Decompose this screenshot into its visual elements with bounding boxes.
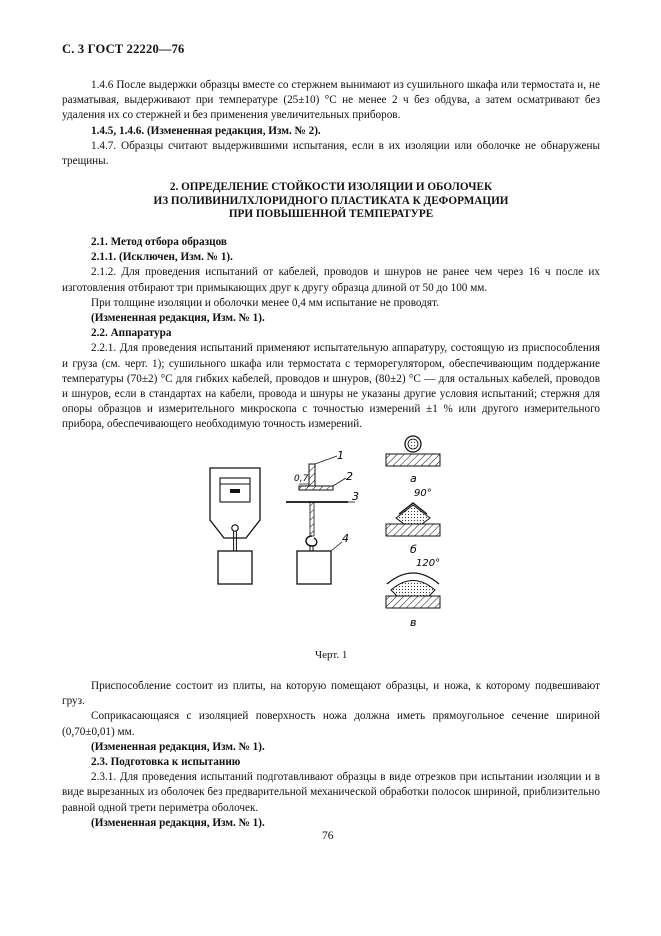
revision-note: (Измененная редакция, Изм. № 1).	[91, 816, 265, 829]
variant-c-drawing	[386, 558, 440, 629]
angle-c-label: 120°	[416, 558, 441, 569]
subsection-2-2-title: 2.2. Аппаратура	[91, 327, 172, 340]
dimension-label: 0,7	[294, 474, 309, 484]
variant-a-drawing	[386, 436, 440, 485]
section-title	[62, 181, 600, 222]
subsection-2-3-title: 2.3. Подготовка к испытанию	[91, 756, 241, 769]
paragraph-2-1-2: 2.1.2. Для проведения испытаний от кабелей, проводов и шнуров не ранее чем через 16 ч после их изготовления отбирают три примыкающих друг к другу образца длиной от 50 до 100 мм.	[62, 266, 600, 294]
paragraph-2-2-1: 2.2.1. Для проведения испытаний применяют испытательную аппаратуру, состоящую из приспособления и груза (см. черт. 1); сушильного шкафа или термостата с терморегулятором, обеспечивающим поддержание температуры (70±2) °С для гибких кабелей, проводов и шнуров, (80±2) °С — для остальных кабелей, проводов и шнуров, если в стандартах на кабели, провода и шнуры не указаны другие условия испытаний; стержня для опоры образцов и измерительного микроскопа с точностью измерений ±1 % или другого измерительного прибора, обеспечивающего необходимую точность измерений.	[62, 342, 600, 431]
paragraph-2-3-1: 2.3.1. Для проведения испытаний подготавливают образцы в виде отрезков при испытании изоляции и в виде вырезанных из оболочек без предварительной механической обработки полосок шириной, приблизительно равной одной трети периметра оболочек.	[62, 771, 600, 814]
page-number: 76	[322, 830, 334, 842]
page-header: С. 3 ГОСТ 22220—76	[62, 42, 185, 56]
variant-a-label: а	[410, 472, 417, 485]
revision-note: (Измененная редакция, Изм. № 1).	[91, 740, 265, 753]
revision-note: (Измененная редакция, Изм. № 1).	[91, 312, 265, 325]
paragraph-device-description: Приспособление состоит из плиты, на которую помещают образцы, и ножа, к которому подвешивают груз.	[62, 680, 600, 708]
paragraph-knife-width: Соприкасающаяся с изоляцией поверхность ножа должна иметь прямоугольное сечение шириной (0,70±0,01) мм.	[62, 710, 600, 738]
revision-note: 1.4.5, 1.4.6. (Измененная редакция, Изм. № 2).	[91, 124, 321, 137]
part-label-4: 4	[342, 532, 349, 545]
figure-caption: Черт. 1	[315, 649, 348, 661]
top-text-block	[62, 78, 600, 169]
part-label-2: 2	[346, 470, 353, 483]
paragraph-thickness-note: При толщине изоляции и оболочки менее 0,4 мм испытание не проводят.	[91, 296, 439, 309]
mid-text-block	[62, 235, 600, 433]
section-title-line-2: ИЗ ПОЛИВИНИЛХЛОРИДНОГО ПЛАСТИКАТА К ДЕФОРМАЦИИ	[153, 194, 509, 207]
device-front-view	[210, 468, 260, 584]
section-title-line-1: 2. ОПРЕДЕЛЕНИЕ СТОЙКОСТИ ИЗОЛЯЦИИ И ОБОЛОЧЕК	[169, 181, 493, 193]
paragraph-2-1-1: 2.1.1. (Исключен, Изм. № 1).	[91, 251, 233, 264]
apparatus-drawing	[200, 432, 620, 632]
part-label-1: 1	[337, 449, 344, 462]
angle-b-label: 90°	[414, 488, 432, 499]
section-title-line-3: ПРИ ПОВЫШЕННОЙ ТЕМПЕРАТУРЕ	[228, 208, 434, 220]
variant-c-label: в	[410, 616, 417, 629]
variant-b-drawing	[386, 488, 440, 556]
part-label-3: 3	[352, 490, 359, 503]
paragraph-1-4-7: 1.4.7. Образцы считают выдержившими испытания, если в их изоляции или оболочке не обнаружены трещины.	[62, 139, 600, 168]
device-side-view	[286, 449, 359, 584]
subsection-2-1-title: 2.1. Метод отбора образцов	[91, 236, 227, 248]
paragraph-1-4-6: 1.4.6 После выдержки образцы вместе со стержнем вынимают из сушильного шкафа или термостата и, не разматывая, выдерживают при температуре (25±10) °С не менее 2 ч без обдува, а затем осматривают без удаления их со стержней и без применения увеличительных приборов.	[62, 79, 600, 122]
bottom-text-block	[62, 679, 600, 831]
variant-b-label: б	[410, 543, 417, 556]
